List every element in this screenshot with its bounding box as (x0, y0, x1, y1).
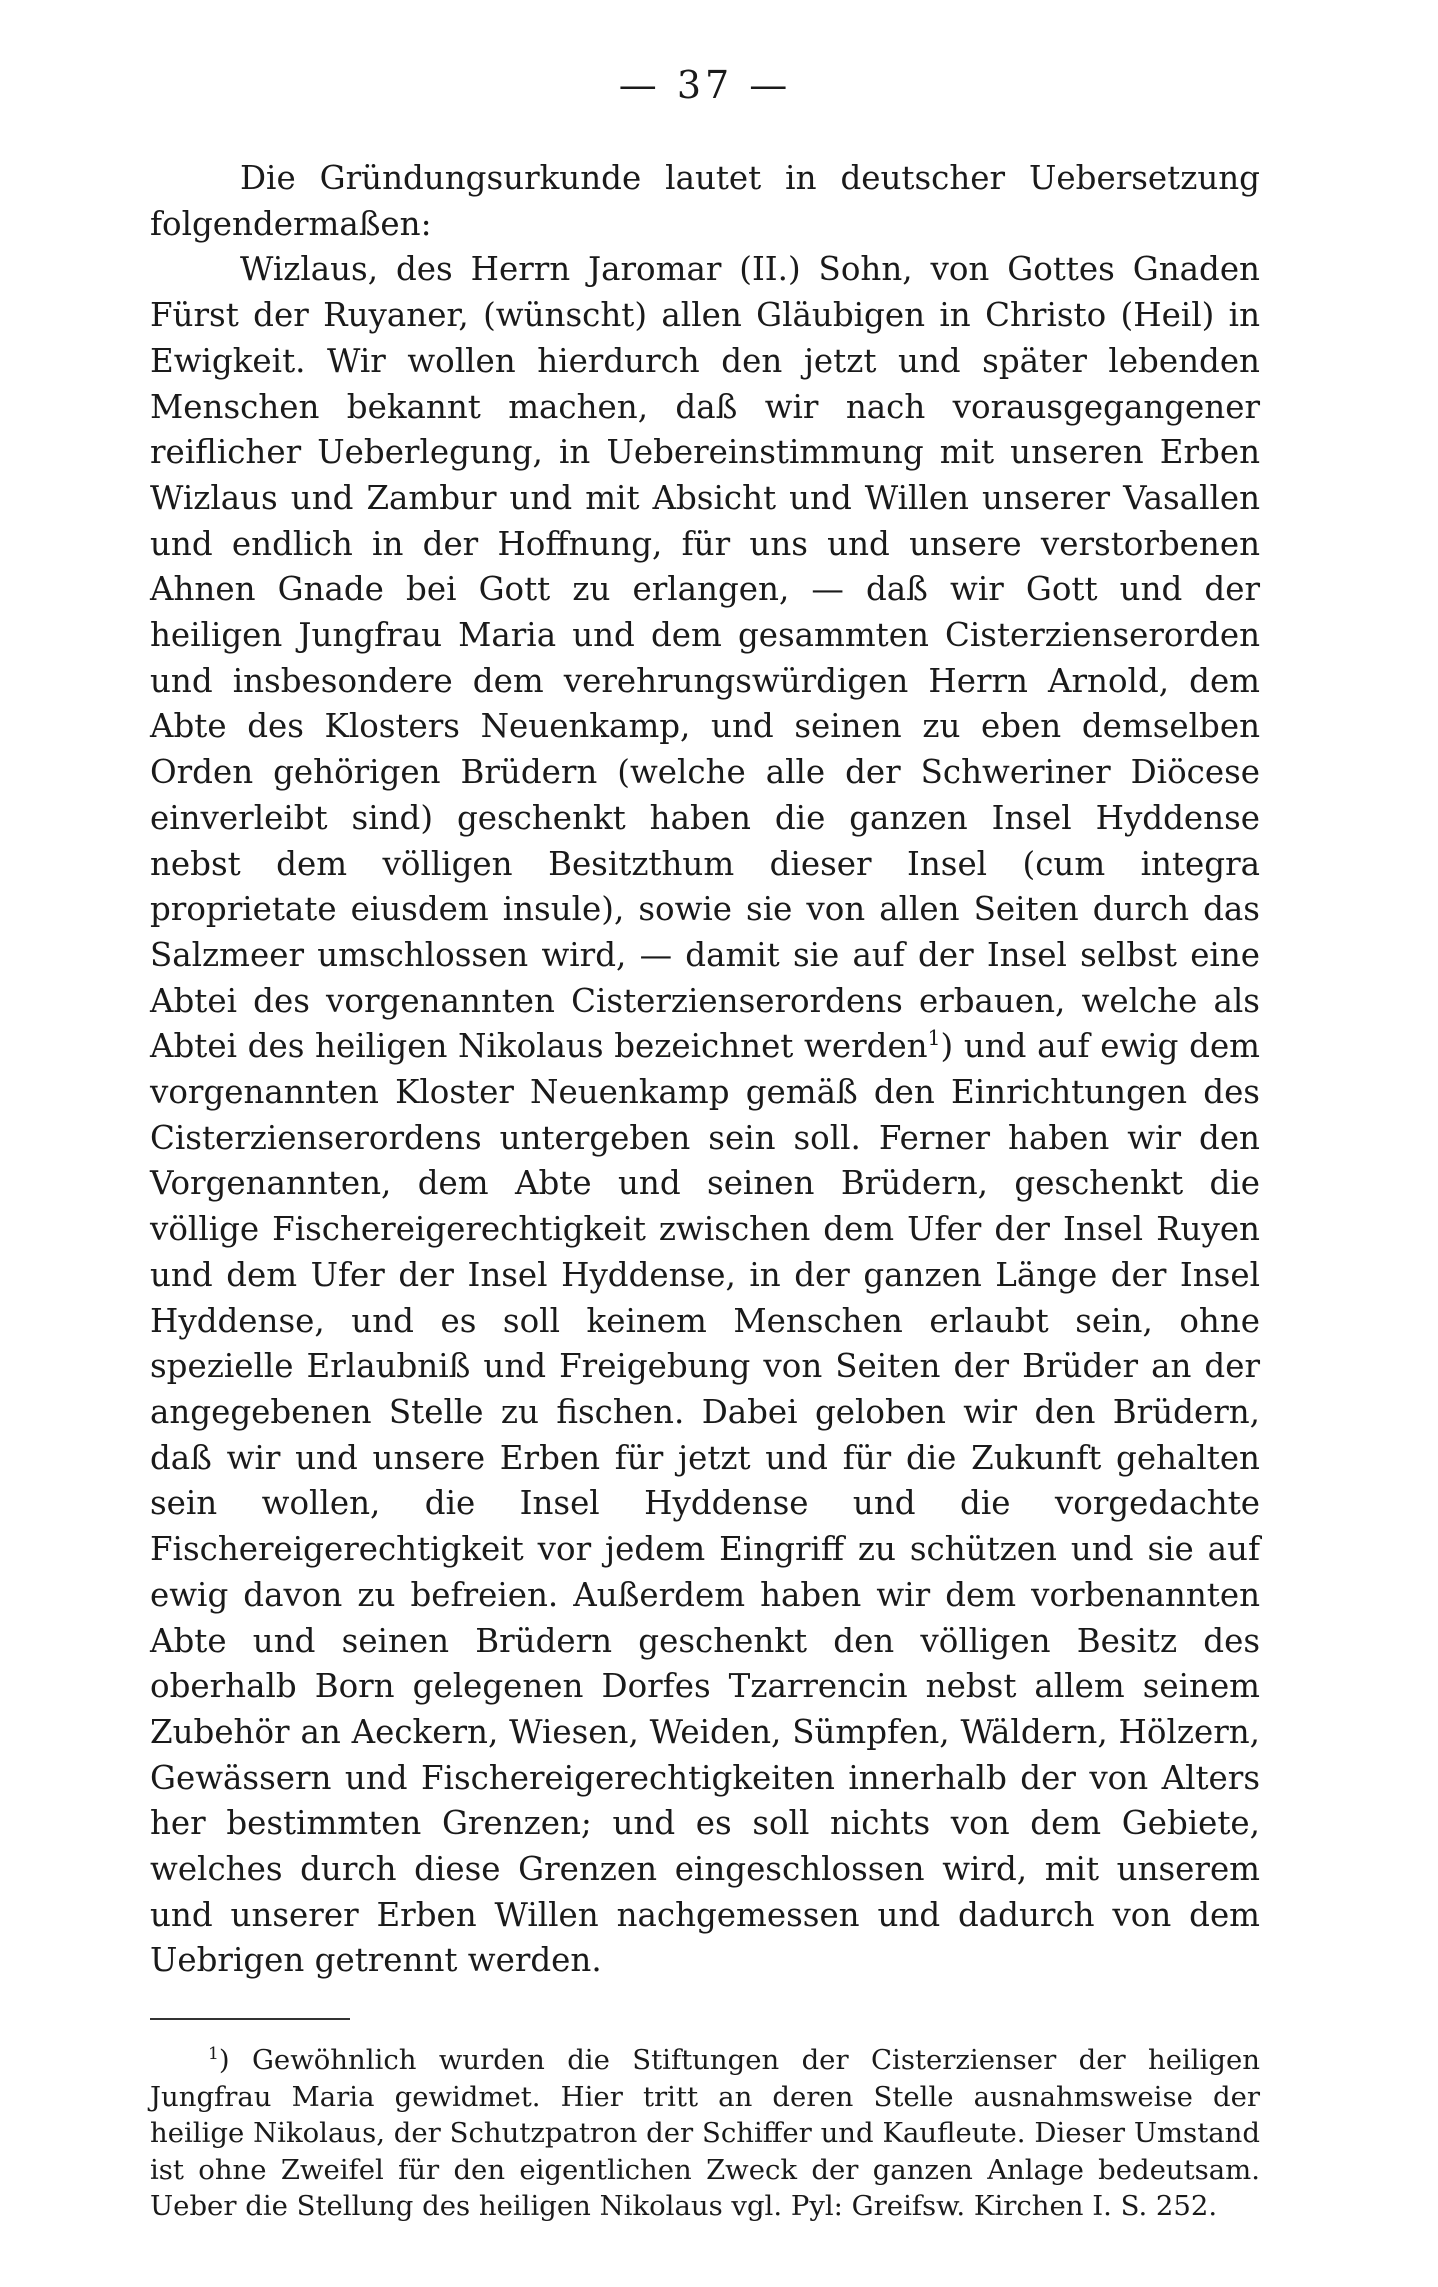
book-page (150, 60, 1260, 2240)
paragraph-charter (150, 247, 1260, 1984)
footnote-divider (150, 2018, 350, 2020)
paragraph-intro: Die Gründungsurkunde lautet in deutscher Uebersetzung folgendermaßen: (150, 159, 1260, 243)
charter-text: Wizlaus, des Herrn Jaromar (II.) Sohn, von Gottes Gnaden Fürst der Ruyaner, (wünscht) allen Gläubigen in Christo (Heil) in Ewigkeit. Wir wollen hierdurch den jetzt und später lebenden Menschen bekannt machen, daß wir nach vorausgegangener reiflicher Ueberlegung, in Uebereinstimmung mit unseren Erben Wizlaus und Zambur und mit Absicht und Willen unserer Vasallen und endlich in der Hoffnung, für uns und unsere verstorbenen Ahnen Gnade bei Gott zu erlangen, — daß wir Gott und der heiligen Jungfrau Maria und dem gesammten Cisterzienserorden und insbesondere dem verehrungswürdigen Herrn Arnold, dem Abte des Klosters Neuenkamp, und seinen zu eben demselben Orden gehörigen Brüdern (welche alle der Schweriner Diöcese einverleibt sind) geschenkt haben die ganzen Insel Hyddense nebst dem völligen Besitzthum dieser Insel (cum integra proprietate eiusdem insule), sowie sie von allen Seiten durch das Salzmeer umschlossen wird, — damit sie auf der Insel selbst eine Abtei des vorgenannten Cisterzienserordens erbauen, welche als Abtei des heiligen Nikolaus bezeichnet werden (150, 250, 1260, 1066)
page-number: — 37 — (618, 63, 792, 107)
footnote-marker: 1 (208, 2043, 219, 2064)
charter-text-continuation: ) und auf ewig dem vorgenannten Kloster Neuenkamp gemäß den Einrichtungen des Cisterzienserordens untergeben sein soll. Ferner haben wir den Vorgenannten, dem Abte und seinen Brüdern, geschenkt die völlige Fischereigerechtigkeit zwischen dem Ufer der Insel Ruyen und dem Ufer der Insel Hyddense, in der ganzen Länge der Insel Hyddense, und es soll keinem Menschen erlaubt sein, ohne spezielle Erlaubniß und Freigebung von Seiten der Brüder an der angegebenen Stelle zu fischen. Dabei geloben wir den Brüdern, daß wir und unsere Erben für jetzt und für die Zukunft gehalten sein wollen, die Insel Hyddense und die vorgedachte Fischereigerechtigkeit vor jedem Eingriff zu schützen und sie auf ewig davon zu befreien. Außerdem haben wir dem vorbenannten Abte und seinen Brüdern geschenkt den völligen Besitz des oberhalb Born gelegenen Dorfes Tzarrencin nebst allem seinem Zubehör an Aeckern, Wiesen, Weiden, Sümpfen, Wäldern, Hölzern, Gewässern und Fischereigerechtigkeiten innerhalb der von Alters her bestimmten Grenzen; und es soll nichts von dem Gebiete, welches durch diese Grenzen eingeschlossen wird, mit unserem und unserer Erben Willen nachgemessen und dadurch von dem Uebrigen getrennt werden. (150, 1027, 1260, 1980)
main-text (150, 156, 1260, 1984)
footnote-text: ) Gewöhnlich wurden die Stiftungen der Cisterzienser der heiligen Jungfrau Maria gewidmet. Hier tritt an deren Stelle ausnahmsweise der heilige Nikolaus, der Schutzpatron der Schiffer und Kaufleute. Dieser Umstand ist ohne Zweifel für den eigentlichen Zweck der ganzen Anlage bedeutsam. Ueber die Stellung des heiligen Nikolaus vgl. Pyl: Greifsw. Kirchen I. S. 252. (150, 2044, 1260, 2223)
footnote (150, 2042, 1260, 2225)
footnote-reference: 1 (927, 1026, 941, 1051)
